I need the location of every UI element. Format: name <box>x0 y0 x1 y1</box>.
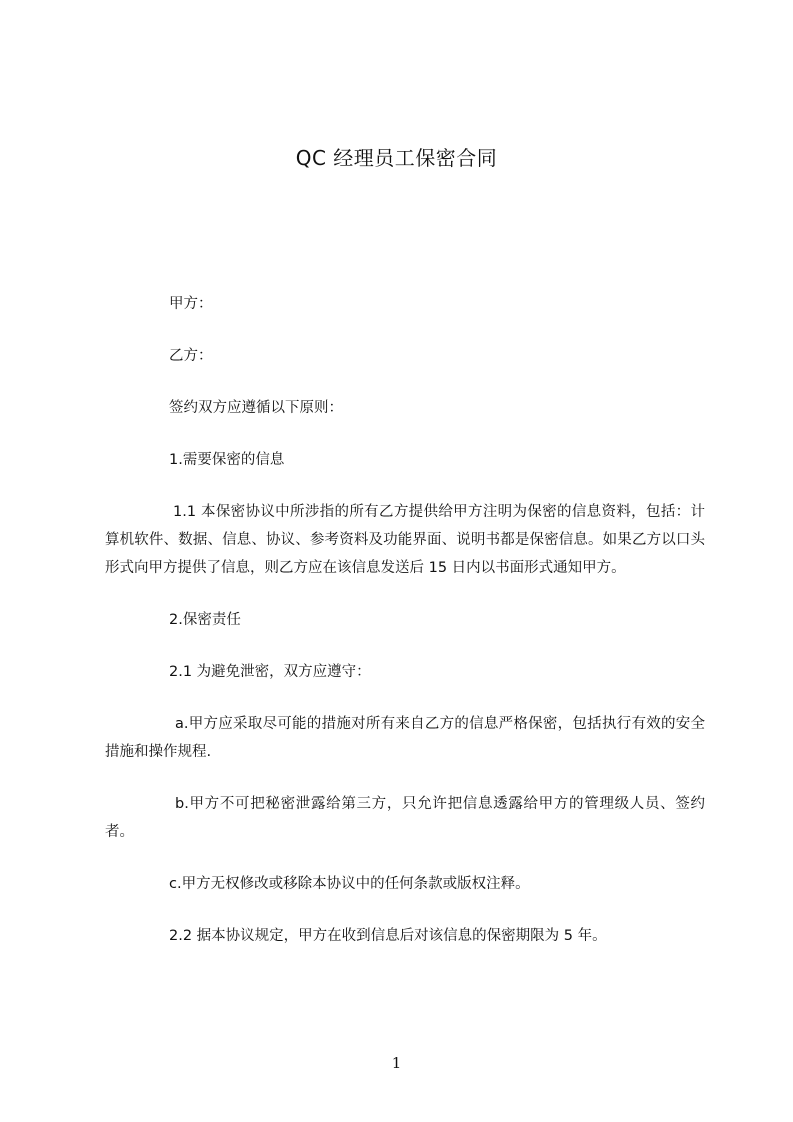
page-number: 1 <box>391 1054 402 1072</box>
item-c-paragraph: c.甲方无权修改或移除本协议中的任何条款或版权注释。 <box>169 876 530 892</box>
party-a-line: 甲方： <box>169 296 213 312</box>
item-b-paragraph: b.甲方不可把秘密泄露给第三方，只允许把信息透露给甲方的管理级人员、签约者。 <box>105 796 705 840</box>
document-title: QC 经理员工保密合同 <box>295 146 498 170</box>
item-a-paragraph: a.甲方应采取尽可能的措施对所有来自乙方的信息严格保密，包括执行有效的安全措施和操作规程. <box>105 716 705 760</box>
section-2-1-paragraph: 2.1 为避免泄密，双方应遵守： <box>169 664 371 680</box>
section-2-heading: 2.保密责任 <box>169 612 241 628</box>
document-body <box>105 290 705 974</box>
principles-intro: 签约双方应遵循以下原则： <box>169 400 343 416</box>
section-1-1-paragraph: 1.1 本保密协议中所涉指的所有乙方提供给甲方注明为保密的信息资料，包括：计算机软件、数据、信息、协议、参考资料及功能界面、说明书都是保密信息。如果乙方以口头形式向甲方提供了信息，则乙方应在该信息发送后 15 日内以书面形式通知甲方。 <box>105 504 705 576</box>
section-2-2-paragraph: 2.2 据本协议规定，甲方在收到信息后对该信息的保密期限为 5 年。 <box>169 928 607 944</box>
party-b-line: 乙方： <box>169 348 213 364</box>
section-1-heading: 1.需要保密的信息 <box>169 452 285 468</box>
